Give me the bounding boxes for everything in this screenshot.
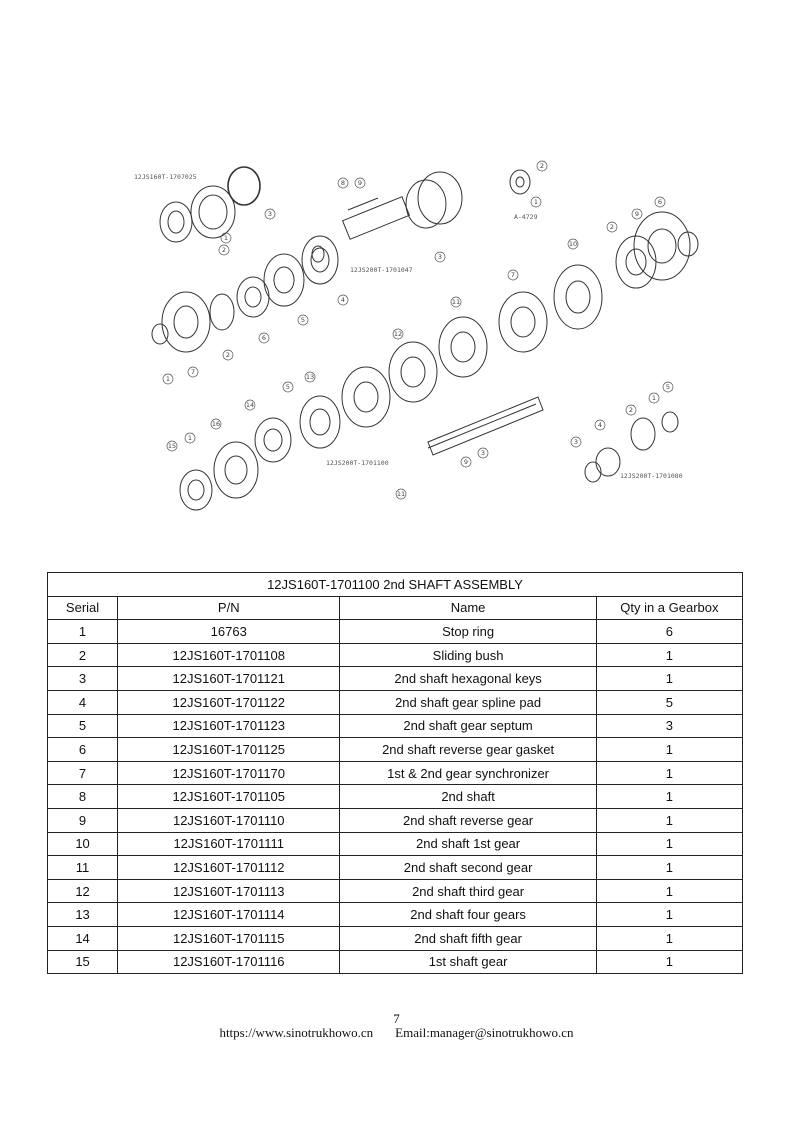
svg-text:1: 1 bbox=[651, 394, 657, 402]
table-row bbox=[48, 856, 743, 880]
cell-qty: 1 bbox=[596, 879, 742, 903]
cell-name: 2nd shaft hexagonal keys bbox=[340, 667, 596, 691]
exploded-diagram bbox=[48, 72, 748, 552]
cell-pn: 12JS160T-1701123 bbox=[118, 714, 340, 738]
table-row bbox=[48, 903, 743, 927]
table-row bbox=[48, 832, 743, 856]
cell-qty: 6 bbox=[596, 620, 742, 644]
svg-text:1: 1 bbox=[165, 375, 171, 383]
svg-text:11: 11 bbox=[396, 490, 406, 498]
cell-serial: 5 bbox=[48, 714, 118, 738]
svg-text:11: 11 bbox=[451, 298, 461, 306]
svg-text:3: 3 bbox=[480, 449, 486, 457]
cell-name: 2nd shaft reverse gear bbox=[340, 808, 596, 832]
assembly-label: 12JS160T-1707025 bbox=[134, 173, 197, 181]
svg-text:2: 2 bbox=[539, 162, 545, 170]
table-row bbox=[48, 690, 743, 714]
svg-text:5: 5 bbox=[300, 316, 306, 324]
cell-name: 2nd shaft second gear bbox=[340, 856, 596, 880]
cell-qty: 1 bbox=[596, 950, 742, 974]
cell-pn: 12JS160T-1701105 bbox=[118, 785, 340, 809]
footer-contact bbox=[0, 1025, 793, 1041]
column-header-serial: Serial bbox=[48, 596, 118, 620]
column-header-qty: Qty in a Gearbox bbox=[596, 596, 742, 620]
svg-text:4: 4 bbox=[597, 421, 603, 429]
cell-serial: 7 bbox=[48, 761, 118, 785]
assembly-label: 12JS200T-1701080 bbox=[620, 472, 683, 480]
cell-name: 2nd shaft gear septum bbox=[340, 714, 596, 738]
svg-text:16: 16 bbox=[211, 420, 221, 428]
cell-name: Stop ring bbox=[340, 620, 596, 644]
cell-serial: 1 bbox=[48, 620, 118, 644]
cell-qty: 1 bbox=[596, 761, 742, 785]
svg-text:5: 5 bbox=[665, 383, 671, 391]
table-row bbox=[48, 879, 743, 903]
cell-name: 1st shaft gear bbox=[340, 950, 596, 974]
svg-text:6: 6 bbox=[657, 198, 663, 206]
table-row bbox=[48, 785, 743, 809]
cell-serial: 3 bbox=[48, 667, 118, 691]
cell-serial: 8 bbox=[48, 785, 118, 809]
svg-text:3: 3 bbox=[437, 253, 443, 261]
cell-pn: 12JS160T-1701116 bbox=[118, 950, 340, 974]
svg-text:2: 2 bbox=[221, 246, 227, 254]
assembly-label: A-4729 bbox=[514, 213, 538, 221]
cell-name: 2nd shaft four gears bbox=[340, 903, 596, 927]
svg-text:9: 9 bbox=[463, 458, 469, 466]
svg-text:9: 9 bbox=[357, 179, 363, 187]
cell-pn: 12JS160T-1701170 bbox=[118, 761, 340, 785]
table-row bbox=[48, 926, 743, 950]
cell-name: 1st & 2nd gear synchronizer bbox=[340, 761, 596, 785]
cell-pn: 16763 bbox=[118, 620, 340, 644]
svg-text:2: 2 bbox=[628, 406, 634, 414]
table-header-row bbox=[48, 596, 743, 620]
svg-text:5: 5 bbox=[285, 383, 291, 391]
cell-name: 2nd shaft fifth gear bbox=[340, 926, 596, 950]
cell-serial: 2 bbox=[48, 643, 118, 667]
parts-table bbox=[47, 572, 743, 974]
page-number: 7 bbox=[393, 1011, 400, 1026]
cell-pn: 12JS160T-1701114 bbox=[118, 903, 340, 927]
svg-text:8: 8 bbox=[340, 179, 346, 187]
cell-qty: 1 bbox=[596, 785, 742, 809]
cell-pn: 12JS160T-1701113 bbox=[118, 879, 340, 903]
website-link[interactable]: https://www.sinotrukhowo.cn bbox=[219, 1025, 374, 1040]
email-link[interactable]: Email:manager@sinotrukhowo.cn bbox=[395, 1025, 574, 1040]
svg-text:3: 3 bbox=[573, 438, 579, 446]
cell-serial: 10 bbox=[48, 832, 118, 856]
cell-qty: 1 bbox=[596, 808, 742, 832]
cell-serial: 6 bbox=[48, 738, 118, 762]
cell-qty: 1 bbox=[596, 643, 742, 667]
table-row bbox=[48, 738, 743, 762]
svg-text:7: 7 bbox=[510, 271, 516, 279]
table-row bbox=[48, 761, 743, 785]
cell-pn: 12JS160T-1701121 bbox=[118, 667, 340, 691]
cell-name: 2nd shaft bbox=[340, 785, 596, 809]
cell-name: Sliding bush bbox=[340, 643, 596, 667]
table-row bbox=[48, 667, 743, 691]
table-title: 12JS160T-1701100 2nd SHAFT ASSEMBLY bbox=[48, 573, 743, 597]
cell-qty: 1 bbox=[596, 832, 742, 856]
cell-pn: 12JS160T-1701111 bbox=[118, 832, 340, 856]
cell-pn: 12JS160T-1701125 bbox=[118, 738, 340, 762]
svg-text:14: 14 bbox=[245, 401, 255, 409]
table-row bbox=[48, 643, 743, 667]
cell-name: 2nd shaft 1st gear bbox=[340, 832, 596, 856]
svg-text:6: 6 bbox=[261, 334, 267, 342]
cell-name: 2nd shaft third gear bbox=[340, 879, 596, 903]
svg-text:9: 9 bbox=[634, 210, 640, 218]
cell-serial: 12 bbox=[48, 879, 118, 903]
svg-text:7: 7 bbox=[190, 368, 196, 376]
cell-serial: 13 bbox=[48, 903, 118, 927]
svg-text:2: 2 bbox=[609, 223, 615, 231]
cell-serial: 4 bbox=[48, 690, 118, 714]
cell-serial: 9 bbox=[48, 808, 118, 832]
table-row bbox=[48, 808, 743, 832]
cell-pn: 12JS160T-1701115 bbox=[118, 926, 340, 950]
cell-qty: 1 bbox=[596, 856, 742, 880]
cell-pn: 12JS160T-1701108 bbox=[118, 643, 340, 667]
cell-pn: 12JS160T-1701112 bbox=[118, 856, 340, 880]
table-row bbox=[48, 714, 743, 738]
svg-text:10: 10 bbox=[568, 240, 578, 248]
cell-qty: 5 bbox=[596, 690, 742, 714]
gear-assembly-drawing bbox=[48, 72, 748, 552]
column-header-name: Name bbox=[340, 596, 596, 620]
cell-qty: 3 bbox=[596, 714, 742, 738]
svg-text:1: 1 bbox=[533, 198, 539, 206]
cell-pn: 12JS160T-1701110 bbox=[118, 808, 340, 832]
svg-text:15: 15 bbox=[167, 442, 177, 450]
cell-serial: 15 bbox=[48, 950, 118, 974]
svg-text:1: 1 bbox=[187, 434, 193, 442]
svg-text:3: 3 bbox=[267, 210, 273, 218]
table-row bbox=[48, 950, 743, 974]
assembly-label: 12JS200T-1701047 bbox=[350, 266, 413, 274]
cell-qty: 1 bbox=[596, 738, 742, 762]
cell-qty: 1 bbox=[596, 926, 742, 950]
svg-text:2: 2 bbox=[225, 351, 231, 359]
cell-serial: 14 bbox=[48, 926, 118, 950]
column-header-pn: P/N bbox=[118, 596, 340, 620]
svg-text:13: 13 bbox=[305, 373, 315, 381]
cell-serial: 11 bbox=[48, 856, 118, 880]
cell-name: 2nd shaft gear spline pad bbox=[340, 690, 596, 714]
svg-text:12: 12 bbox=[393, 330, 403, 338]
svg-text:1: 1 bbox=[223, 234, 229, 242]
assembly-label: 12JS200T-1701100 bbox=[326, 459, 389, 467]
svg-text:4: 4 bbox=[340, 296, 346, 304]
cell-pn: 12JS160T-1701122 bbox=[118, 690, 340, 714]
cell-name: 2nd shaft reverse gear gasket bbox=[340, 738, 596, 762]
cell-qty: 1 bbox=[596, 667, 742, 691]
table-row bbox=[48, 620, 743, 644]
cell-qty: 1 bbox=[596, 903, 742, 927]
